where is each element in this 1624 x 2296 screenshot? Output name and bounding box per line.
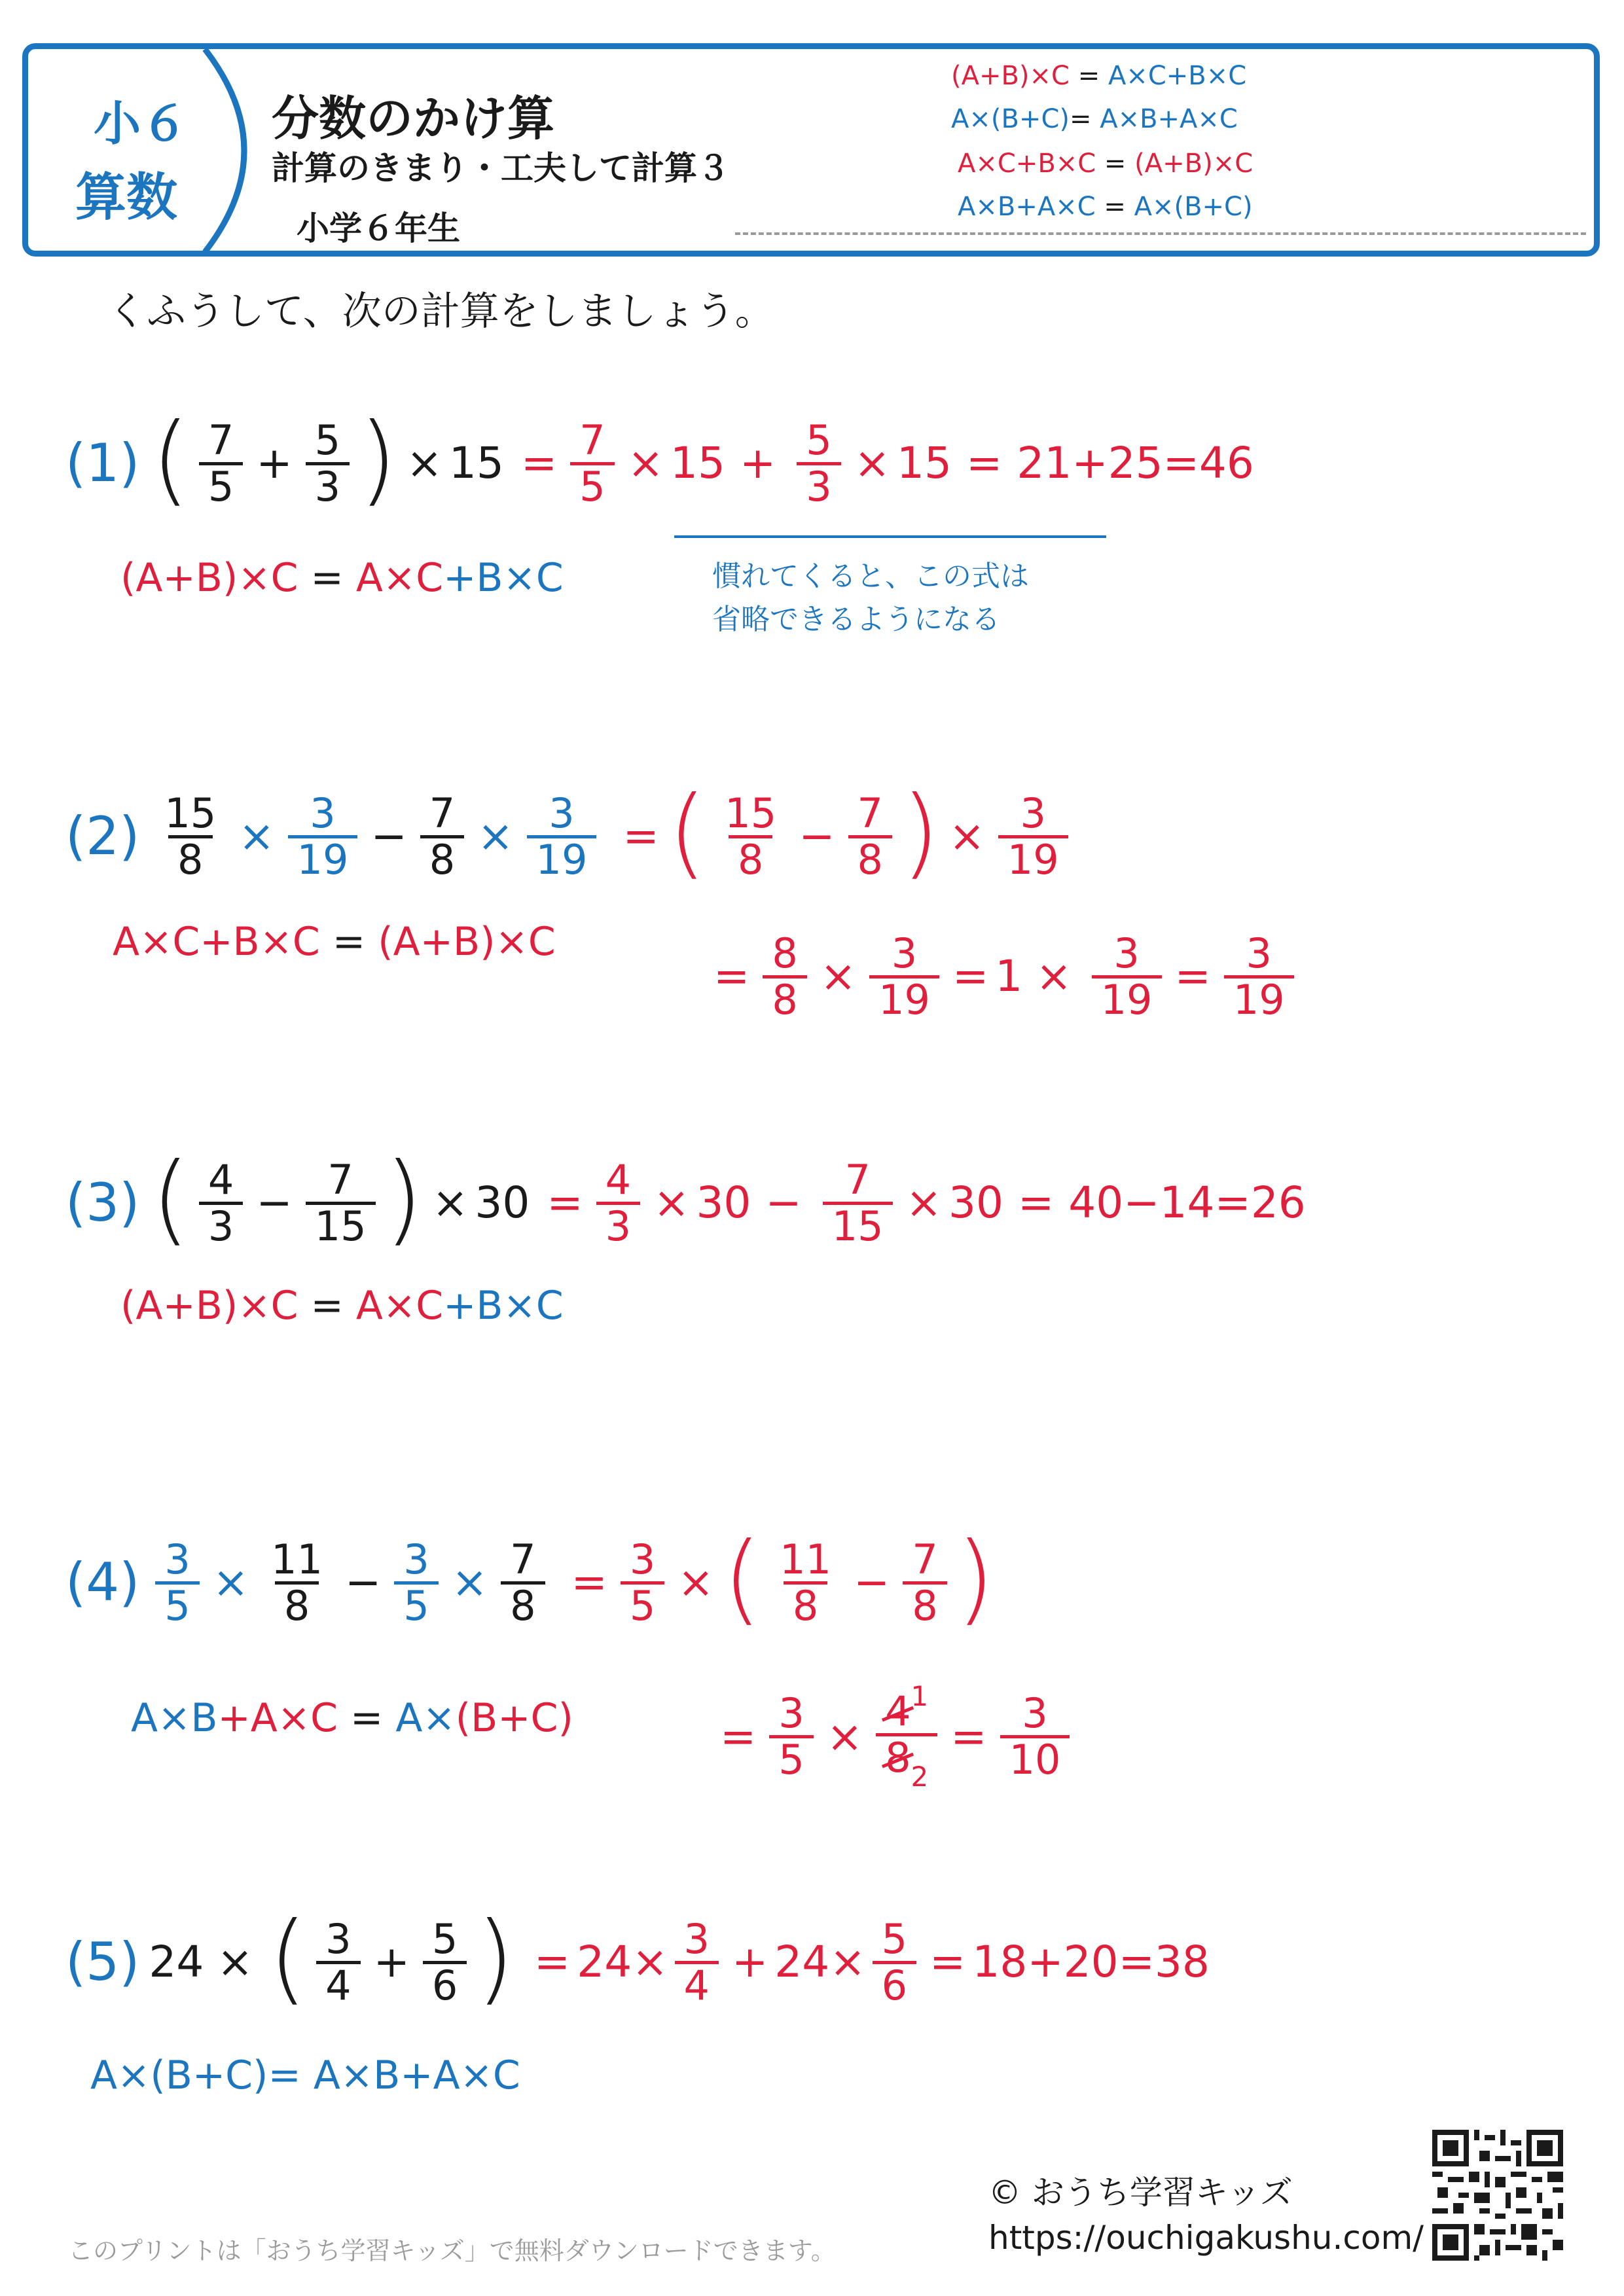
problem-1-expression: (1) ( $\frac{7}{5}$ + $\frac{5}{3}$ ) × 15 = $\frac{7}{5}$ × 15 + $\frac{5}{3}$ × 15 = 21+25=46 xyxy=(65,402,1254,516)
problem-1-label: (1) xyxy=(65,433,140,494)
grade-label: 小学６年生 xyxy=(297,209,460,247)
subject-badge: 算数 xyxy=(75,168,178,227)
page-title: 分数のかけ算 xyxy=(272,91,555,146)
problem-1-underline xyxy=(674,535,1106,538)
problem-3-expression: (3) ( $\frac{4}{3}$ − $\frac{7}{15}$ ) × 30 = $\frac{4}{3}$ × 30 − $\frac{7}{15}$ × 30 = 40−14=26 xyxy=(65,1141,1306,1256)
problem-2-expression: (2) $\frac{15}{8}$ × $\frac{3}{19}$ − $\frac{7}{8}$ × $\frac{3}{19}$ = ( $\frac{15}{8}$ − $\frac{7}{8}$ ) × $\frac{3}{19}$ xyxy=(65,792,1075,881)
footer-note: このプリントは「おうち学習キッズ」で無料ダウンロードできます。 xyxy=(68,2236,836,2265)
problem-5-rule: A×(B+C)= A×B+A×C xyxy=(90,2053,520,2098)
header-rule-4: A×B+A×C = A×(B+C) xyxy=(958,192,1253,222)
header-box xyxy=(22,43,1600,257)
qr-code-icon[interactable] xyxy=(1432,2130,1563,2261)
problem-3-label: (3) xyxy=(65,1172,140,1234)
problem-3-rule: (A+B)×C = A×C+B×C xyxy=(120,1283,564,1329)
footer-copyright: © おうち学習キッズ xyxy=(988,2174,1293,2212)
footer-url[interactable]: https://ouchigakushu.com/ xyxy=(988,2219,1424,2257)
problem-4-rule: A×B+A×C = A×(B+C) xyxy=(131,1695,573,1741)
problem-4-label: (4) xyxy=(65,1552,140,1613)
header-rule-2: A×(B+C)= A×B+A×C xyxy=(951,104,1238,134)
problem-1-note: 慣れてくると、この式は 省略できるようになる xyxy=(712,560,1029,636)
header-dashed-line xyxy=(735,232,1586,235)
instruction-text: くふうして、次の計算をしましょう。 xyxy=(107,289,774,334)
problem-2-label: (2) xyxy=(65,806,140,867)
problem-5-expression: (5) 24 × ( $\frac{3}{4}$ + $\frac{5}{6}$ ) = 24× $\frac{3}{4}$ + 24× $\frac{5}{6}$ = 18+20=38 xyxy=(65,1901,1210,2015)
grade-badge: 小６ xyxy=(94,96,189,151)
problem-4-continuation: = $\frac{3}{5}$ × $\frac{4^1}{8_2}$ = $\frac{3}{10}$ xyxy=(713,1682,1076,1791)
page-subtitle: 計算のきまり・工夫して計算３ xyxy=(272,149,730,187)
problem-2-rule: A×C+B×C = (A+B)×C xyxy=(113,919,556,965)
problem-1-rule: (A+B)×C = A×C+B×C xyxy=(120,555,564,601)
header-rule-3: A×C+B×C = (A+B)×C xyxy=(958,149,1254,179)
header-rule-1: (A+B)×C = A×C+B×C xyxy=(951,61,1247,91)
problem-5-label: (5) xyxy=(65,1931,140,1993)
problem-2-continuation: = $\frac{8}{8}$ × $\frac{3}{19}$ = 1 × $\frac{3}{19}$ = $\frac{3}{19}$ xyxy=(707,932,1301,1021)
problem-4-expression: (4) $\frac{3}{5}$ × $\frac{11}{8}$ − $\frac{3}{5}$ × $\frac{7}{8}$ = $\frac{3}{5}$ × ( $\frac{11}{8}$ − $\frac{7}{8}$ ) xyxy=(65,1521,995,1636)
